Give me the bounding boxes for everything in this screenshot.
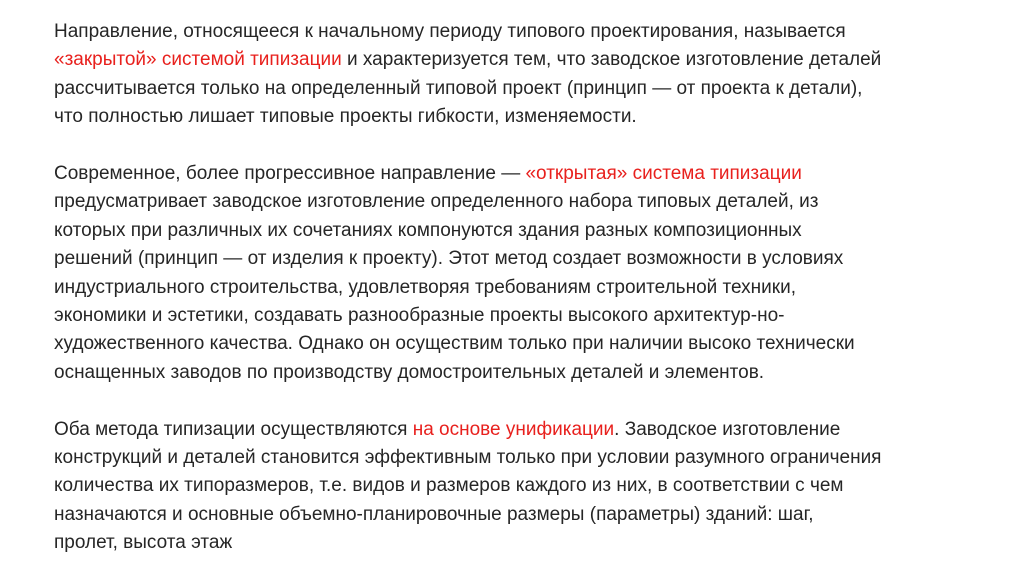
text-segment: оснащенных заводов по производству домостроительных деталей и элементов. — [54, 361, 765, 383]
highlighted-term: «закрытой» системой типизации — [54, 49, 342, 71]
text-segment: . Заводское изготовление — [614, 418, 841, 440]
text-segment: предусматривает заводское изготовление определенного набора типовых деталей, из — [54, 191, 819, 213]
text-segment: и характеризуется тем, что заводское изготовление деталей — [341, 49, 882, 71]
text-line — [54, 501, 994, 529]
text-segment: пролет, высота этаж — [54, 532, 233, 554]
text-segment: конструкций и деталей становится эффективным только при условии разумного ограничения — [54, 447, 882, 469]
text-line — [54, 330, 994, 358]
text-segment: экономики и эстетики, создавать разнообразные проекты высокого архитектур-но- — [54, 305, 785, 327]
text-segment: Оба метода типизации осуществляются — [54, 418, 413, 440]
text-line — [54, 188, 994, 216]
text-line — [54, 359, 994, 387]
text-line — [54, 416, 994, 444]
text-segment: Направление, относящееся к начальному периоду типового проектирования, называется — [54, 21, 846, 42]
text-line — [54, 444, 994, 472]
text-line — [54, 75, 994, 103]
text-line — [54, 217, 994, 245]
text-line — [54, 274, 994, 302]
paragraph-3 — [54, 416, 994, 558]
slide-text-body — [54, 18, 994, 558]
highlighted-term: на основе унификации — [412, 418, 615, 440]
text-line — [54, 245, 994, 273]
highlighted-term: «открытая» система типизации — [525, 163, 802, 185]
paragraph-2 — [54, 160, 994, 387]
text-line — [54, 302, 994, 330]
text-segment: решений (принцип — от изделия к проекту). Этот метод создает возможности в условиях — [54, 248, 844, 270]
text-line — [54, 103, 994, 131]
text-segment: что полностью лишает типовые проекты гибкости, изменяемости. — [54, 106, 637, 128]
text-segment: которых при различных их сочетаниях компонуются здания разных композиционных — [54, 219, 802, 241]
text-line — [54, 472, 994, 500]
text-segment: Современное, более прогрессивное направление — — [54, 163, 526, 185]
text-segment: рассчитывается только на определенный типовой проект (принцип — от проекта к детали), — [54, 77, 863, 99]
text-line — [54, 529, 994, 557]
paragraph-1 — [54, 18, 994, 132]
text-line — [54, 46, 994, 74]
text-line — [54, 18, 994, 46]
text-segment: художественного качества. Однако он осуществим только при наличии высоко технически — [54, 333, 855, 355]
text-segment: индустриального строительства, удовлетворяя требованиям строительной техники, — [54, 276, 796, 298]
text-line — [54, 160, 994, 188]
text-segment: назначаются и основные объемно-планировочные размеры (параметры) зданий: шаг, — [54, 503, 814, 525]
text-segment: количества их типоразмеров, т.е. видов и размеров каждого из них, в соответствии с чем — [54, 475, 844, 497]
